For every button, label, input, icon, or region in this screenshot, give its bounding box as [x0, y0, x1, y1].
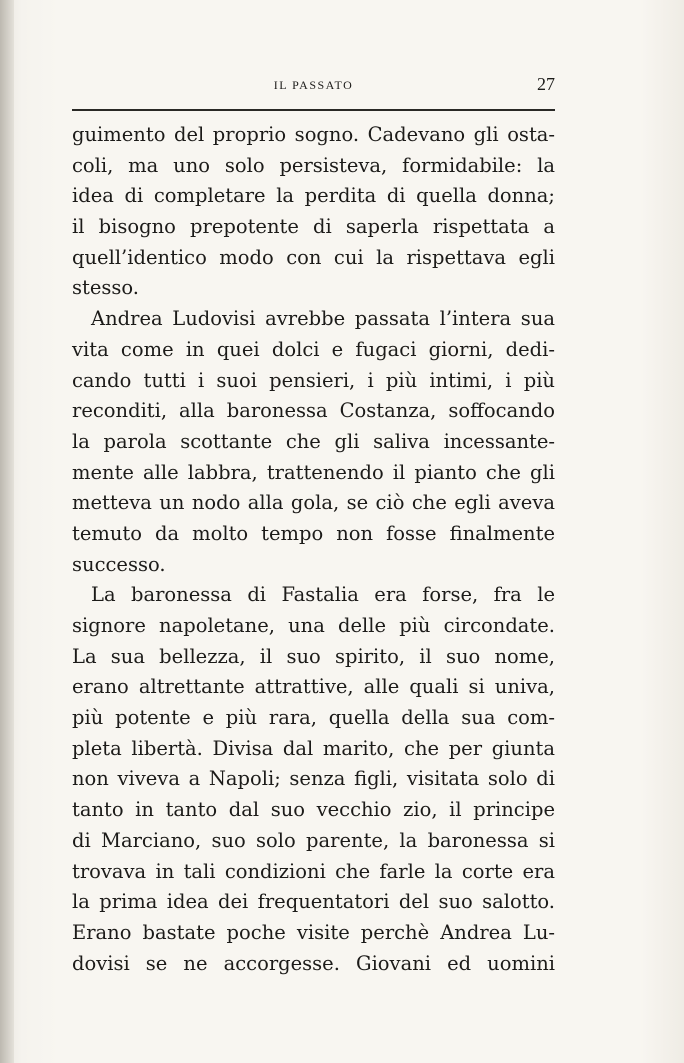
paragraph-start-line: Andrea Ludovisi avrebbe passata l’intera sua: [91, 307, 555, 331]
text-line: il bisogno prepotente di saperla rispettata a: [72, 215, 555, 239]
text-line: pleta libertà. Divisa dal marito, che per giunta: [72, 736, 555, 760]
text-line: più potente e più rara, quella della sua com-: [72, 706, 555, 730]
text-line: erano altrettante attrattive, alle quali si univa,: [72, 675, 555, 699]
text-line: tanto in tanto dal suo vecchio zio, il principe: [72, 798, 555, 822]
header-rule: [72, 109, 555, 111]
text-line: temuto da molto tempo non fosse finalmente: [72, 521, 555, 545]
text-line: cando tutti i suoi pensieri, i più intimi, i più: [72, 368, 555, 392]
body-text: [72, 120, 555, 979]
text-line: mente alle labbra, trattenendo il pianto che gli: [72, 460, 555, 484]
text-line: stesso.: [72, 276, 139, 300]
text-line: la prima idea dei frequentatori del suo salotto.: [72, 890, 555, 914]
page-number: 27: [537, 74, 555, 94]
text-line: Erano bastate poche visite perchè Andrea Lu-: [72, 920, 555, 944]
text-line: metteva un nodo alla gola, se ciò che egli aveva: [72, 491, 555, 515]
text-line: successo.: [72, 552, 166, 576]
text-line: guimento del proprio sogno. Cadevano gli osta-: [72, 123, 555, 146]
text-line: trovava in tali condizioni che farle la corte era: [72, 859, 555, 883]
text-line: dovisi se ne accorgesse. Giovani ed uomini: [72, 951, 555, 975]
text-line: La sua bellezza, il suo spirito, il suo nome,: [72, 644, 555, 668]
book-spine-shadow: [0, 0, 14, 1063]
text-line: quell’identico modo con cui la rispettava egli: [72, 245, 555, 269]
running-title: IL PASSATO: [273, 78, 354, 92]
paragraph-start-line: La baronessa di Fastalia era forse, fra le: [91, 583, 555, 607]
page-header: [72, 76, 555, 100]
text-line: vita come in quei dolci e fugaci giorni, dedi-: [72, 337, 555, 361]
text-line: di Marciano, suo solo parente, la baronessa si: [72, 828, 555, 852]
text-line: la parola scottante che gli saliva incessante-: [72, 429, 555, 453]
text-line: coli, ma uno solo persisteva, formidabile: la: [72, 153, 555, 177]
text-line: non viveva a Napoli; senza figli, visitata solo di: [72, 767, 555, 791]
text-line: idea di completare la perdita di quella donna;: [72, 184, 555, 208]
text-line: signore napoletane, una delle più circondate.: [72, 614, 555, 637]
text-line: reconditi, alla baronessa Costanza, soffocando: [72, 399, 555, 423]
